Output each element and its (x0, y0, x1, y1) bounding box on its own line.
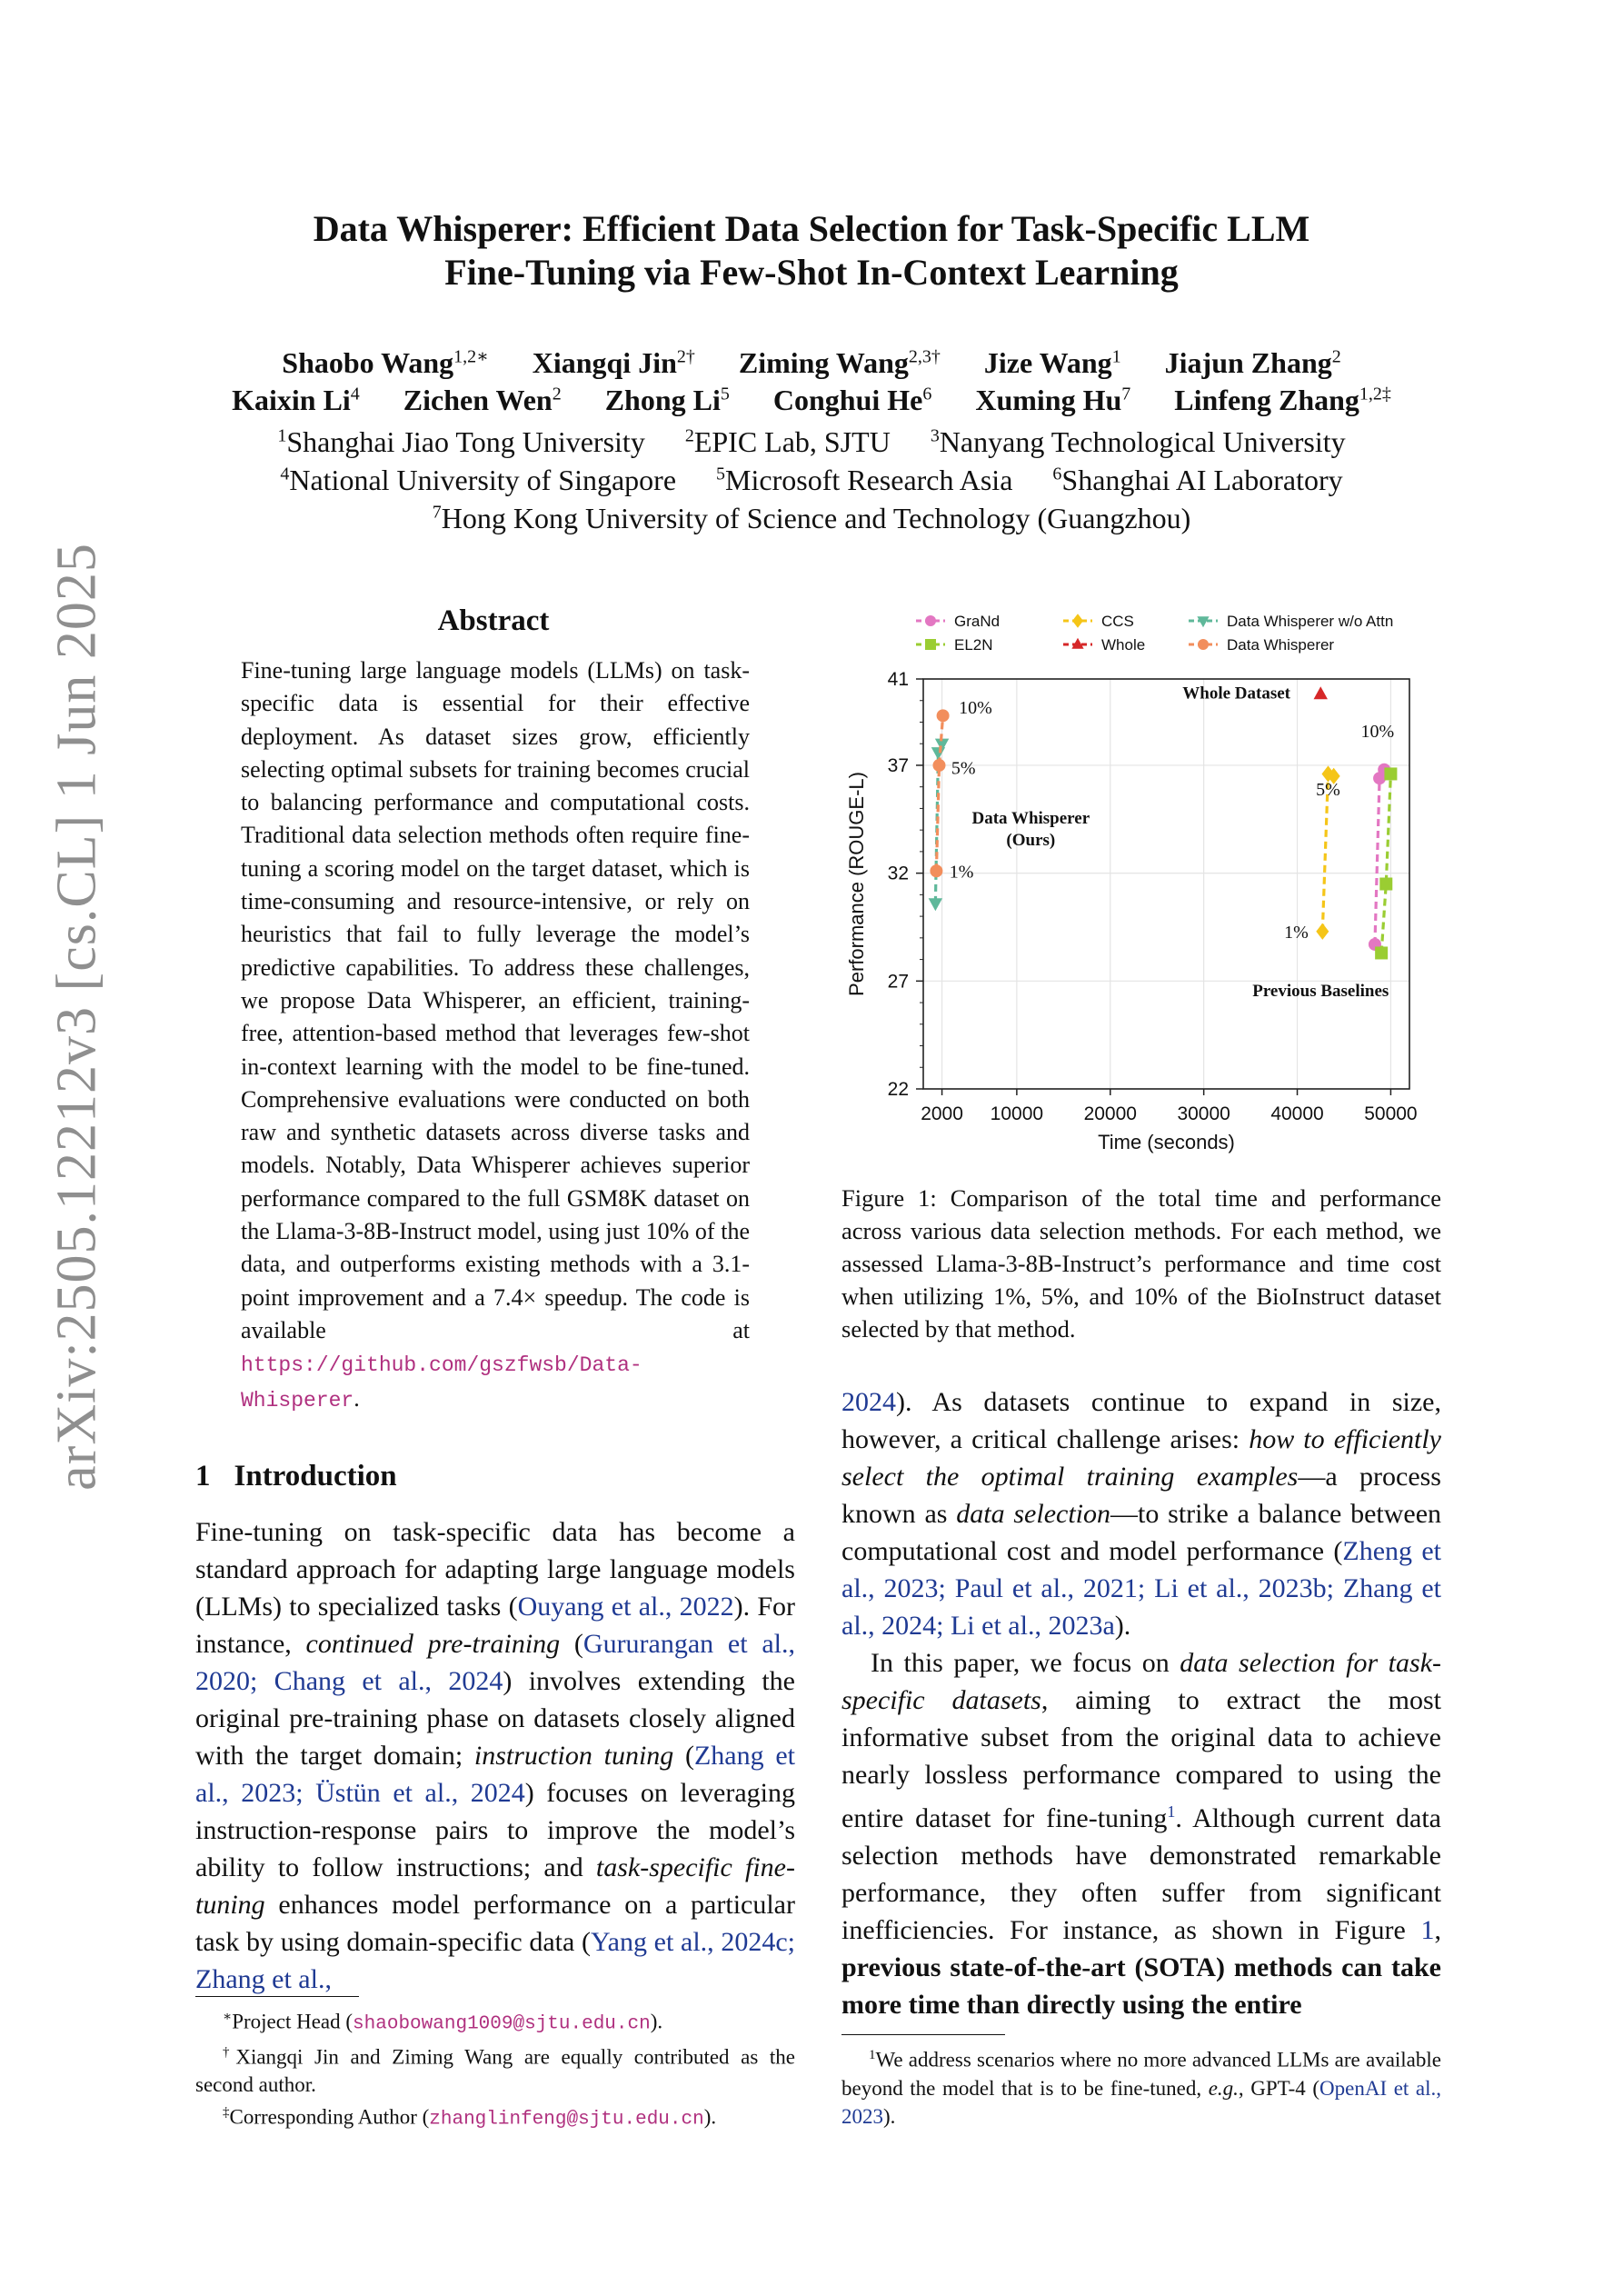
footnote-rule (841, 2034, 1005, 2035)
y-tick-label: 37 (887, 754, 909, 776)
emphasis: data selection for task-specific datasets (841, 1648, 1441, 1715)
author-name: Jiajun Zhang (1164, 345, 1332, 379)
section-number: 1 (195, 1460, 211, 1492)
author-sup: 5 (720, 384, 730, 404)
title-line-2: Fine-Tuning via Few-Shot In-Context Learning (444, 252, 1179, 293)
right-column-body (841, 1383, 1441, 2023)
footnotes-left (195, 2003, 795, 2134)
series-line (1375, 770, 1384, 944)
x-tick-label: 20000 (1083, 1103, 1137, 1124)
footnote-text: ). (883, 2104, 896, 2128)
section-title: Introduction (234, 1460, 397, 1492)
author-sup: 4 (350, 384, 360, 404)
x-tick-label: 50000 (1364, 1103, 1418, 1124)
emphasis: task-specific fine-tuning (195, 1852, 795, 1920)
footnote-text: We address scenarios where no more advanced LLMs are available beyond the model that is to be fine-tuned, (841, 2048, 1441, 2100)
paragraph (841, 1383, 1441, 1644)
authors-row-1 (136, 338, 1487, 381)
paper-title (200, 207, 1423, 294)
text-run: In this paper, we focus on (871, 1648, 1180, 1678)
footnote-rule (195, 1996, 359, 1997)
footnote-mark: 1 (869, 2048, 876, 2062)
legend-marker (925, 615, 936, 626)
x-tick-label: 30000 (1177, 1103, 1230, 1124)
footnote-2 (195, 2039, 795, 2100)
text-run: enhances model performance on a particular task by using domain-specific data ( (195, 1890, 795, 1957)
affil-sup: 2 (684, 425, 694, 445)
author-sup: 1 (1111, 346, 1121, 366)
author-sup: 1,2∗ (453, 346, 489, 366)
affil-name: National University of Singapore (289, 463, 677, 496)
footnote-text: ). (650, 2010, 663, 2033)
abstract-body (241, 654, 750, 1417)
affil-name: Nanyang Technological University (939, 424, 1346, 458)
citation-link[interactable]: Zheng et al., 2023; Paul et al., 2021; Li et al., 2023b; Zhang et al., 2024; Li et al., 2023a (841, 1536, 1441, 1641)
text-run: , aiming to extract the most informative subset from the original data to achieve nearly lossless performance compared to using the entire dataset for fine-tuning (841, 1685, 1441, 1833)
affil-sup: 4 (280, 464, 290, 484)
series-data-whisperer (930, 709, 949, 877)
affil-name: Shanghai Jiao Tong University (286, 424, 645, 458)
affil-name: Shanghai AI Laboratory (1061, 463, 1343, 496)
author-sup: 2† (676, 346, 695, 366)
emphasis: continued pre-training (305, 1629, 561, 1659)
author-name: Shaobo Wang (282, 345, 454, 379)
percent-label: 10% (959, 697, 992, 718)
footnote-1 (195, 2003, 795, 2039)
bold-statement: previous state-of-the-art (SOTA) methods can take more time than directly using the entire (841, 1952, 1441, 2020)
legend-label: CCS (1101, 613, 1134, 630)
footnote-text: Xiangqi Jin and Ziming Wang are equally contributed as the second author. (195, 2045, 795, 2097)
y-tick-label: 22 (887, 1079, 909, 1100)
percent-label: 10% (1360, 722, 1395, 743)
abstract-end: . (353, 1384, 360, 1412)
author-name: Xuming Hu (975, 383, 1122, 416)
legend-label: Whole (1101, 636, 1146, 654)
abstract-text: Fine-tuning large language models (LLMs) on task-specific data is essential for their effective deployment. As dataset sizes grow, efficiently selecting optimal subsets for training becomes crucial to balancing performance and computational costs. Traditional data selection methods often require fine-tuning a scoring model on the target dataset, which is time-consuming and resource-intensive, or rely on heuristics that fail to fully leverage the model’s predictive capabilities. To address these challenges, we propose Data Whisperer, an efficient, training-free, attention-based method that leverages few-shot in-context learning with the model to be fine-tuned. Comprehensive evaluations were conducted on both raw and synthetic datasets across diverse tasks and models. Notably, Data Whisperer achieves superior performance compared to the full GSM8K dataset on the Llama-3-8B-Instruct model, using just 10% of the data, and outperforms existing methods with a 3.1-point improvement and a 7.4× speedup. The code is available at (241, 657, 750, 1343)
footnote-text: Project Head ( (232, 2010, 353, 2033)
footnote-text: ). (703, 2105, 717, 2129)
legend-label: Data Whisperer (1227, 636, 1335, 654)
y-tick-label: 32 (887, 863, 909, 884)
text-run: ). As datasets continue to expand in size, however, a critical challenge arises: (841, 1387, 1441, 1454)
x-tick-label: 2000 (921, 1103, 963, 1124)
percent-label: 1% (949, 862, 974, 883)
legend-label: Data Whisperer w/o Attn (1227, 613, 1394, 630)
data-point (929, 898, 942, 911)
percent-label: 5% (951, 758, 976, 779)
author-name: Jize Wang (983, 345, 1112, 379)
code-link[interactable]: https://github.com/gszfwsb/Data-Whisperer (241, 1353, 642, 1413)
legend-label: GraNd (954, 613, 1001, 630)
affil-sup: 7 (432, 502, 442, 522)
footnote-text: Corresponding Author ( (229, 2105, 430, 2129)
author-sup: 2 (552, 384, 562, 404)
figure-ref-link[interactable]: 1 (1420, 1915, 1435, 1945)
text-run: , (1434, 1915, 1441, 1945)
footnote-right (841, 2041, 1441, 2131)
y-tick-label: 41 (887, 669, 909, 690)
citation-link[interactable]: Zhang et al., 2023; Üstün et al., 2024 (195, 1741, 795, 1808)
region-label: (Ours) (1006, 830, 1056, 850)
footnote-text: , GPT-4 ( (1238, 2076, 1320, 2100)
affil-name: Microsoft Research Asia (725, 463, 1013, 496)
author-name: Linfeng Zhang (1174, 383, 1359, 416)
text-run: ) focuses on leveraging instruction-response pairs to improve the model’s ability to follow instructions; and (195, 1778, 795, 1882)
author-name: Zhong Li (604, 383, 721, 416)
affil-name: Hong Kong University of Science and Technology (Guangzhou) (441, 501, 1191, 534)
figure-1-chart (841, 604, 1441, 1173)
intro-paragraph (195, 1513, 795, 1998)
emphasis: how to efficiently select the optimal training examples (841, 1424, 1441, 1492)
footnote-mark: † (223, 2044, 236, 2060)
data-point (1316, 923, 1329, 940)
data-point (1375, 946, 1388, 959)
text-run: ). For instance, (195, 1592, 796, 1659)
y-tick-label: 27 (887, 971, 909, 993)
abstract-heading: Abstract (437, 604, 550, 637)
chart-axes (888, 669, 1418, 1124)
title-line-1: Data Whisperer: Efficient Data Selection for Task-Specific LLM (313, 208, 1310, 249)
text-run: —to strike a balance between computational cost and model performance ( (841, 1499, 1442, 1566)
citation-link[interactable]: 2024 (841, 1387, 896, 1417)
region-label: Data Whisperer (971, 809, 1090, 829)
series-line (1381, 774, 1390, 953)
text-run: ). (1114, 1611, 1131, 1641)
x-tick-label: 40000 (1270, 1103, 1324, 1124)
region-label: Whole Dataset (1182, 684, 1291, 704)
footnote-mark: ‡ (223, 2105, 230, 2121)
paragraph (841, 1644, 1441, 2023)
chart-annotations (950, 684, 1394, 1001)
section-heading-introduction (195, 1460, 421, 1493)
data-point (1384, 767, 1397, 780)
author-name: Zichen Wen (403, 383, 553, 416)
region-label: Previous Baselines (1252, 981, 1389, 1001)
author-name: Kaixin Li (232, 383, 351, 416)
text-run: ) involves extending the original pre-training phase on datasets closely aligned with the target domain; (195, 1666, 795, 1771)
citation-link[interactable]: Yang et al., 2024c; Zhang et al., (195, 1927, 795, 1994)
footnote-3 (195, 2099, 795, 2134)
text-run: —a process known as (841, 1462, 1441, 1529)
y-axis-label: Performance (ROUGE-L) (845, 772, 868, 996)
data-point (932, 759, 945, 772)
citation-link[interactable]: Ouyang et al., 2022 (517, 1592, 734, 1622)
chart-grid (923, 679, 1409, 1089)
affil-sup: 6 (1052, 464, 1062, 484)
legend-label: EL2N (954, 636, 993, 654)
footnote-ref[interactable]: 1 (1167, 1802, 1176, 1821)
emphasis: instruction tuning (473, 1741, 674, 1771)
authors-row-2 (136, 375, 1487, 418)
figure-caption: Figure 1: Comparison of the total time and performance across various data selection methods. For each method, we assessed Llama-3-8B-Instruct’s performance and time cost when utilizing 1%, 5%, and 10% of the BioInstruct dataset selected by that method. (841, 1184, 1441, 1343)
x-tick-label: 10000 (990, 1103, 1044, 1124)
affiliations-row-3 (136, 493, 1487, 537)
legend-marker (1198, 639, 1209, 650)
series-whole (1314, 686, 1328, 699)
x-axis-label: Time (seconds) (1098, 1131, 1235, 1153)
text-run: ( (560, 1629, 583, 1659)
legend-marker (925, 639, 936, 650)
affil-name: EPIC Lab, SJTU (693, 424, 891, 458)
email-link[interactable]: shaobowang1009@sjtu.edu.cn (353, 2013, 651, 2035)
legend-marker (1072, 614, 1083, 628)
data-point (1379, 878, 1392, 891)
text-run: Fine-tuning on task-specific data has become a standard approach for adapting large language models (LLMs) to specialized tasks ( (195, 1517, 795, 1622)
citation-link[interactable]: Gururangan et al., 2020; Chang et al., 2024 (195, 1629, 795, 1696)
affil-sup: 5 (716, 464, 726, 484)
author-sup: 2 (1331, 346, 1341, 366)
arxiv-stamp: arXiv:2505.12212v3 [cs.CL] 1 Jun 2025 (45, 543, 108, 1491)
data-point (930, 864, 942, 877)
affil-sup: 3 (930, 425, 940, 445)
data-point (937, 709, 950, 722)
plot-frame (923, 679, 1409, 1089)
author-sup: 6 (922, 384, 932, 404)
footnote-mark: ∗ (223, 2010, 233, 2024)
author-sup: 2,3† (908, 346, 941, 366)
emphasis: e.g. (1208, 2076, 1239, 2100)
author-name: Xiangqi Jin (532, 345, 677, 379)
text-run: ( (673, 1741, 694, 1771)
citation-link[interactable]: OpenAI et al., 2023 (841, 2076, 1441, 2128)
percent-label: 1% (1284, 922, 1309, 943)
data-point (1314, 686, 1328, 699)
text-run: . Although current data selection methods have demonstrated remarkable performance, they often suffer from significant inefficiencies. For instance, as shown in Figure (841, 1803, 1441, 1945)
email-link[interactable]: zhanglinfeng@sjtu.edu.cn (429, 2109, 704, 2131)
author-name: Ziming Wang (738, 345, 909, 379)
emphasis: data selection (956, 1499, 1111, 1529)
percent-label: 5% (1316, 780, 1340, 801)
chart-legend (916, 613, 1393, 654)
author-sup: 7 (1121, 384, 1131, 404)
affil-sup: 1 (277, 425, 287, 445)
author-name: Conghui He (772, 383, 923, 416)
author-sup: 1,2‡ (1359, 384, 1391, 404)
